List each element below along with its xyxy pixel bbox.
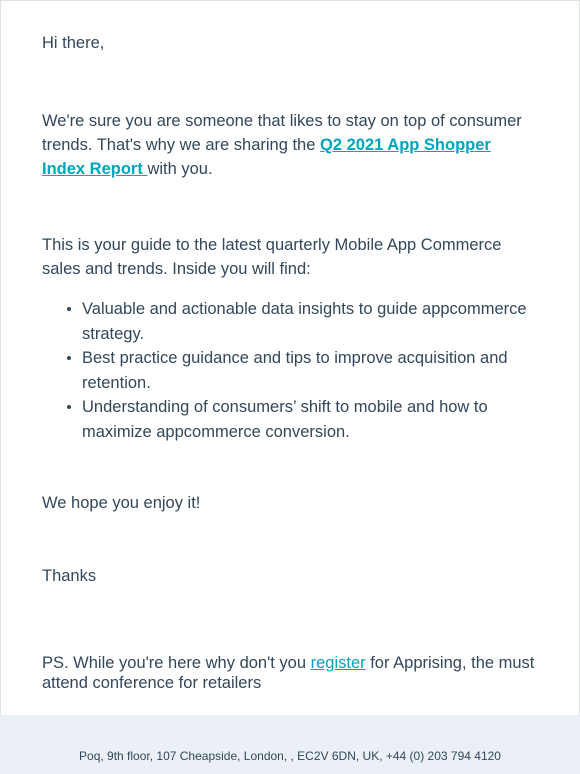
thanks-text: Thanks [42, 567, 97, 585]
report-link[interactable]: Q2 2021 App Shopper Index Report [42, 136, 491, 178]
email-footer [0, 715, 580, 774]
ps-text-before: PS. While you're here why don't you [42, 654, 311, 672]
enjoy-text: We hope you enjoy it! [42, 494, 201, 512]
greeting-text: Hi there, [42, 34, 105, 52]
list-item: Understanding of consumers’ shift to mobile and how to maximize appcommerce conversion. [82, 395, 542, 444]
ps-paragraph [42, 653, 542, 693]
ps-text-after: for Apprising, the must attend conference for retailers [42, 654, 535, 692]
guide-paragraph: This is your guide to the latest quarterly Mobile App Commerce sales and trends. Inside you will find: [42, 236, 502, 278]
list-item: Valuable and actionable data insights to guide appcommerce strategy. [82, 297, 542, 346]
list-item: Best practice guidance and tips to improve acquisition and retention. [82, 346, 542, 395]
intro-paragraph [42, 109, 538, 181]
intro-text-before: We're sure you are someone that likes to stay on top of consumer trends. That's why we are sharing the [42, 112, 522, 154]
footer-address: Poq, 9th floor, 107 Cheapside, London, , EC2V 6DN, UK, +44 (0) 203 794 4120 [79, 749, 501, 763]
register-link[interactable]: register [310, 654, 366, 672]
intro-text-after: with you. [147, 160, 213, 178]
insights-list [42, 297, 542, 444]
